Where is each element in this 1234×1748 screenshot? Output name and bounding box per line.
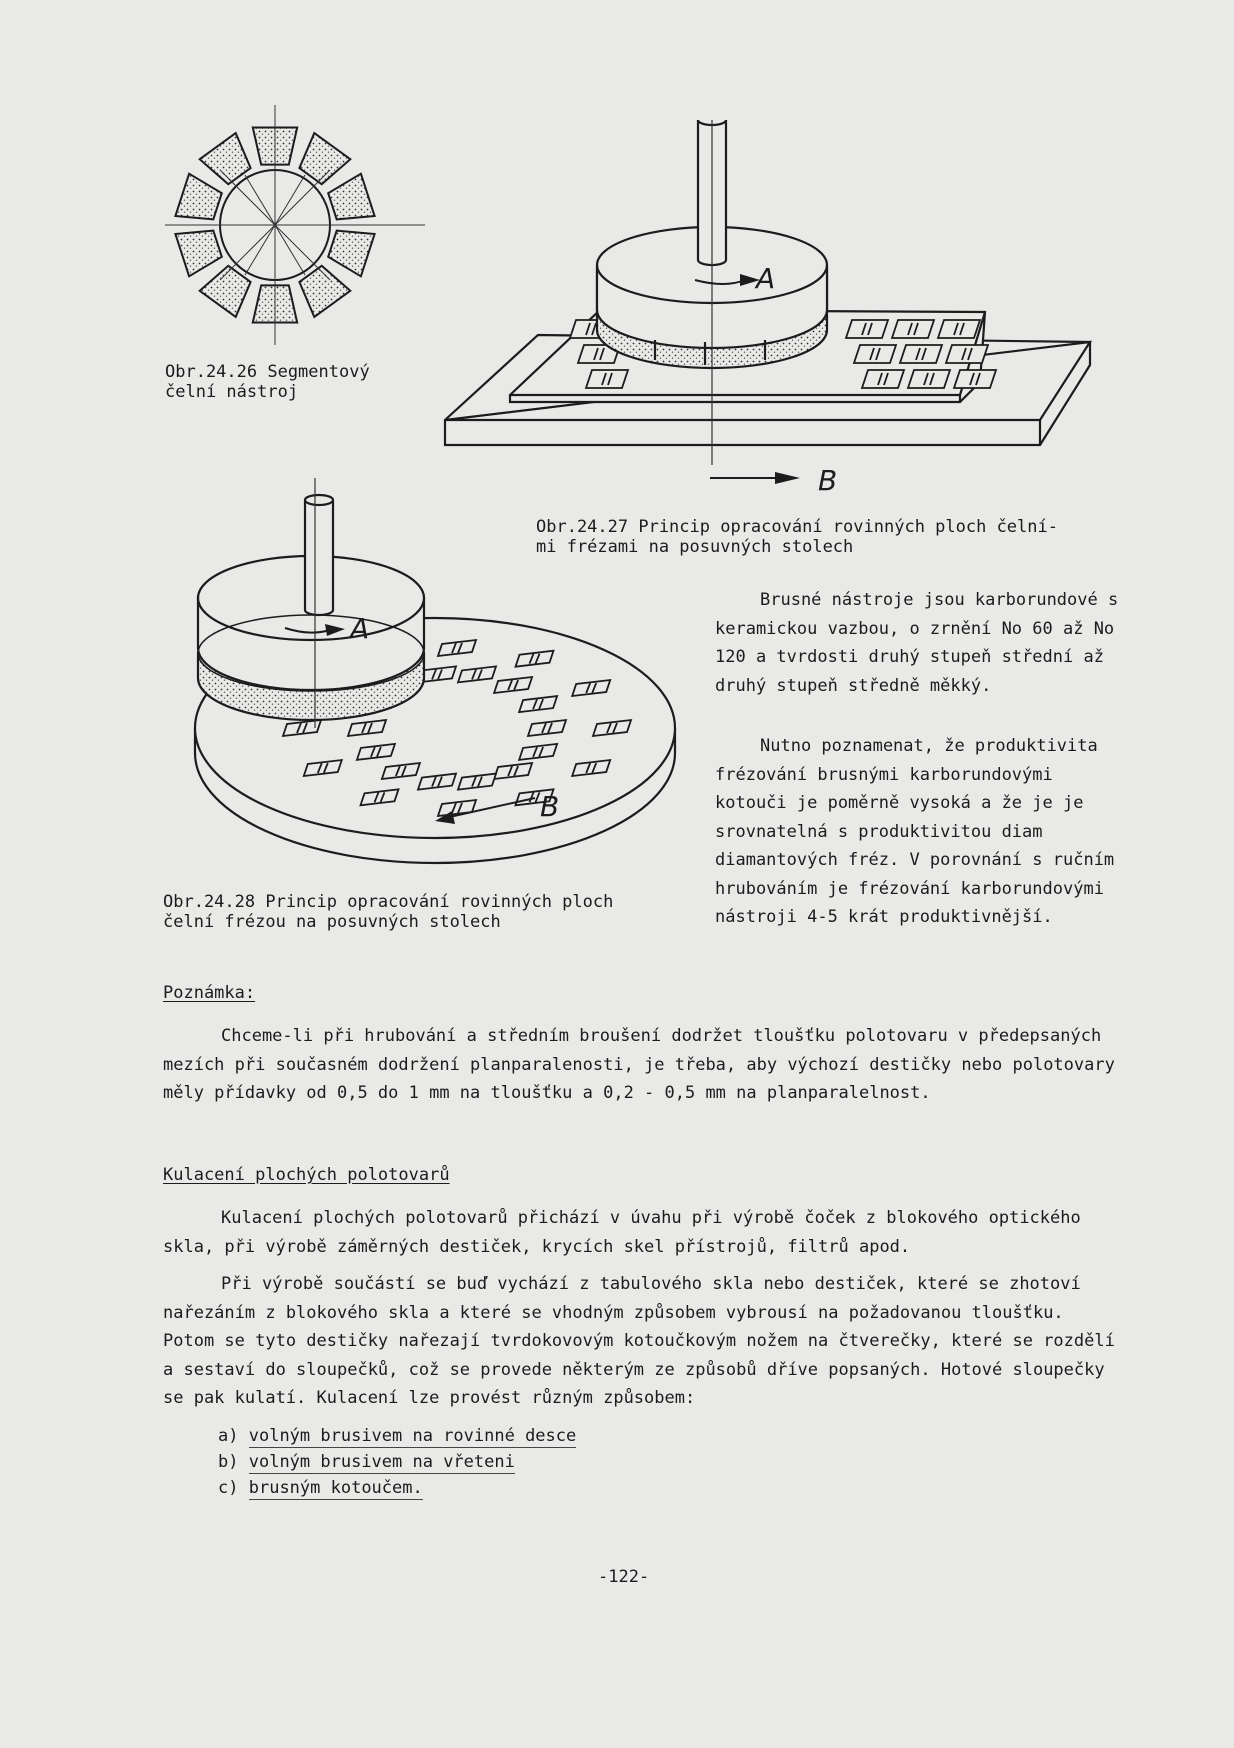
note-heading: Poznámka: xyxy=(163,983,256,1003)
section-paragraph-2: Při výrobě součástí se buď vychází z tabulového skla nebo destiček, které se zhotoví nařezáním z blokového skla a které se vhodným způsobem vybrousí na požadovanou tloušťku. Potom se tyto destičky nařezají tvrdokovovým kotoučkovým nožem na čtverečky, které se rozdělí a sestaví do sloupečků, což se provede některým ze způsobů dříve popsaných. Hotové sloupečky se pak kulatí. Kulacení lze provést různým způsobem: xyxy=(163,1274,1115,1408)
rotation-label-a-rotary: A xyxy=(350,612,370,645)
feed-label-b: B xyxy=(818,464,838,497)
side-paragraph-2: Nutno poznamenat, že produktivita frézování brusnými karborundovými kotouči je poměrně vysoká a že je je srovnatelná s produktivitou diam diamantových fréz. V porovnání s ručním hrubováním je frézování karborundovými nástroji 4-5 krát produktivnější. xyxy=(715,736,1115,927)
workpiece-plate xyxy=(846,320,888,338)
rotation-label-a: A xyxy=(756,262,776,295)
list-item: a) volným brusivem na rovinné desce xyxy=(218,1426,577,1446)
tool-segment xyxy=(328,231,374,277)
tool-segment xyxy=(175,174,221,220)
figure-27-caption: Obr.24.27 Princip opracování rovinných ploch čelní- mi frézami na posuvných stolech xyxy=(536,517,1058,557)
workpiece-plate xyxy=(946,345,988,363)
page-number: -122- xyxy=(598,1567,650,1587)
tool-segment xyxy=(200,266,251,317)
list-item: b) volným brusivem na vřeteni xyxy=(218,1452,515,1472)
workpiece-plate xyxy=(862,370,904,388)
tool-segment xyxy=(175,231,221,277)
workpiece-plate xyxy=(900,345,942,363)
workpiece-plate xyxy=(954,370,996,388)
workpiece-plate xyxy=(586,370,628,388)
segmented-tool-diagram xyxy=(150,100,430,360)
list-item: c) brusným kotoučem. xyxy=(218,1478,423,1498)
feed-label-b-rotary: B xyxy=(540,790,560,823)
sliding-table-diagram xyxy=(440,120,1100,505)
figure-26-caption: Obr.24.26 Segmentový čelní nástroj xyxy=(165,362,370,402)
figure-sliding-table xyxy=(440,120,1100,505)
tool-segment xyxy=(299,133,350,184)
workpiece-plate xyxy=(908,370,950,388)
figure-segmented-tool xyxy=(150,100,430,360)
method-list xyxy=(218,1423,576,1501)
workpiece-plate xyxy=(938,320,980,338)
tool-segment xyxy=(200,133,251,184)
section-heading: Kulacení plochých polotovarů xyxy=(163,1165,450,1185)
section-paragraph-1: Kulacení plochých polotovarů přichází v úvahu při výrobě čoček z blokového optického skla, při výrobě záměrných destiček, krycích skel přístrojů, filtrů apod. xyxy=(163,1208,1081,1257)
tool-segment xyxy=(299,266,350,317)
tool-segment xyxy=(328,174,374,220)
side-paragraph-1: Brusné nástroje jsou karborundové s keramickou vazbou, o zrnění No 60 až No 120 a tvrdosti druhý stupeň střední až druhý stupeň středně měkký. xyxy=(715,590,1119,696)
rotary-table-diagram xyxy=(190,478,680,878)
figure-28-caption: Obr.24.28 Princip opracování rovinných ploch čelní frézou na posuvných stolech xyxy=(163,892,614,932)
workpiece-plate xyxy=(892,320,934,338)
note-paragraph: Chceme-li při hrubování a středním broušení dodržet tloušťku polotovaru v předepsaných mezích při současném dodržení planparalenosti, je třeba, aby výchozí destičky nebo polotovary měly přídavky od 0,5 do 1 mm na tloušťku a 0,2 - 0,5 mm na planparalelnost. xyxy=(163,1026,1115,1103)
figure-rotary-table xyxy=(190,478,680,878)
workpiece-plate xyxy=(854,345,896,363)
